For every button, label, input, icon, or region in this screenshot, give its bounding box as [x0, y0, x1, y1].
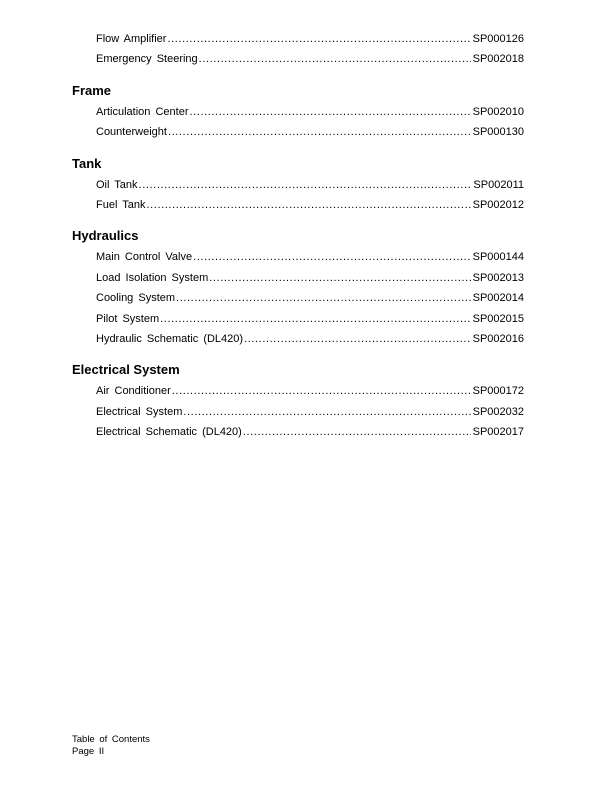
toc-entry-title: Articulation Center — [96, 105, 189, 118]
dot-leader — [190, 105, 471, 119]
section-heading-frame: Frame — [72, 82, 112, 98]
toc-entry-articulation-center — [96, 105, 524, 125]
section-heading-electrical-system: Electrical System — [72, 362, 180, 378]
dot-leader — [209, 271, 470, 285]
toc-entry-main-control-valve — [96, 250, 524, 270]
toc-entry-oil-tank — [96, 178, 524, 198]
dot-leader — [199, 52, 471, 66]
toc-entry-ref: SP002015 — [472, 312, 524, 325]
toc-entry-ref: SP000172 — [472, 385, 524, 398]
toc-entry-title: Hydraulic Schematic (DL420) — [96, 332, 244, 345]
toc-entry-flow-amplifier — [96, 32, 524, 52]
dot-leader — [168, 125, 471, 139]
toc-entry-ref: SP002017 — [472, 426, 524, 439]
toc-entry-electrical-schematic — [96, 425, 524, 445]
toc-entry-ref: SP002012 — [472, 198, 524, 211]
toc-entry-title: Main Control Valve — [96, 251, 193, 264]
toc-entry-counterweight — [96, 125, 524, 145]
table-of-contents — [72, 32, 524, 445]
dot-leader — [243, 425, 471, 439]
toc-entry-title: Cooling System — [96, 292, 176, 305]
toc-entry-title: Electrical System — [96, 405, 183, 418]
toc-entry-load-isolation-system — [96, 271, 524, 291]
dot-leader — [139, 178, 472, 192]
toc-entry-emergency-steering — [96, 52, 524, 72]
toc-entry-ref: SP002014 — [472, 292, 524, 305]
toc-entry-air-conditioner — [96, 384, 524, 404]
section-heading-tank: Tank — [72, 155, 102, 171]
dot-leader — [183, 405, 470, 419]
toc-entry-ref: SP000126 — [472, 33, 524, 45]
footer-page-number: Page II — [72, 746, 105, 757]
toc-entry-ref: SP002018 — [472, 53, 524, 66]
toc-entry-ref: SP002016 — [472, 332, 524, 345]
toc-entry-ref: SP002010 — [472, 105, 524, 118]
toc-entry-ref: SP002032 — [472, 405, 524, 418]
toc-entry-title: Emergency Steering — [96, 53, 198, 66]
footer-section-label: Table of Contents — [72, 734, 150, 745]
toc-entry-pilot-system — [96, 312, 524, 332]
toc-entry-title: Counterweight — [96, 126, 167, 139]
toc-entry-title: Pilot System — [96, 312, 160, 325]
dot-leader — [193, 250, 470, 264]
toc-entry-fuel-tank — [96, 198, 524, 218]
section-heading-hydraulics: Hydraulics — [72, 228, 139, 244]
dot-leader — [172, 384, 471, 398]
toc-entry-ref: SP000130 — [472, 126, 524, 139]
toc-entry-title: Load Isolation System — [96, 271, 209, 284]
toc-entry-ref: SP002013 — [472, 271, 524, 284]
toc-entry-title: Fuel Tank — [96, 198, 146, 211]
dot-leader — [160, 312, 470, 326]
dot-leader — [147, 198, 471, 212]
dot-leader — [176, 291, 471, 305]
dot-leader — [244, 332, 471, 346]
toc-entry-cooling-system — [96, 291, 524, 311]
toc-entry-title: Oil Tank — [96, 178, 138, 191]
toc-entry-title: Air Conditioner — [96, 385, 171, 398]
toc-entry-ref: SP002011 — [473, 178, 524, 191]
toc-entry-title: Electrical Schematic (DL420) — [96, 426, 242, 439]
dot-leader — [167, 32, 470, 46]
toc-entry-hydraulic-schematic — [96, 332, 524, 352]
toc-entry-ref: SP000144 — [472, 251, 524, 264]
toc-entry-electrical-system — [96, 405, 524, 425]
page-footer — [72, 734, 150, 758]
toc-entry-title: Flow Amplifier — [96, 33, 167, 45]
